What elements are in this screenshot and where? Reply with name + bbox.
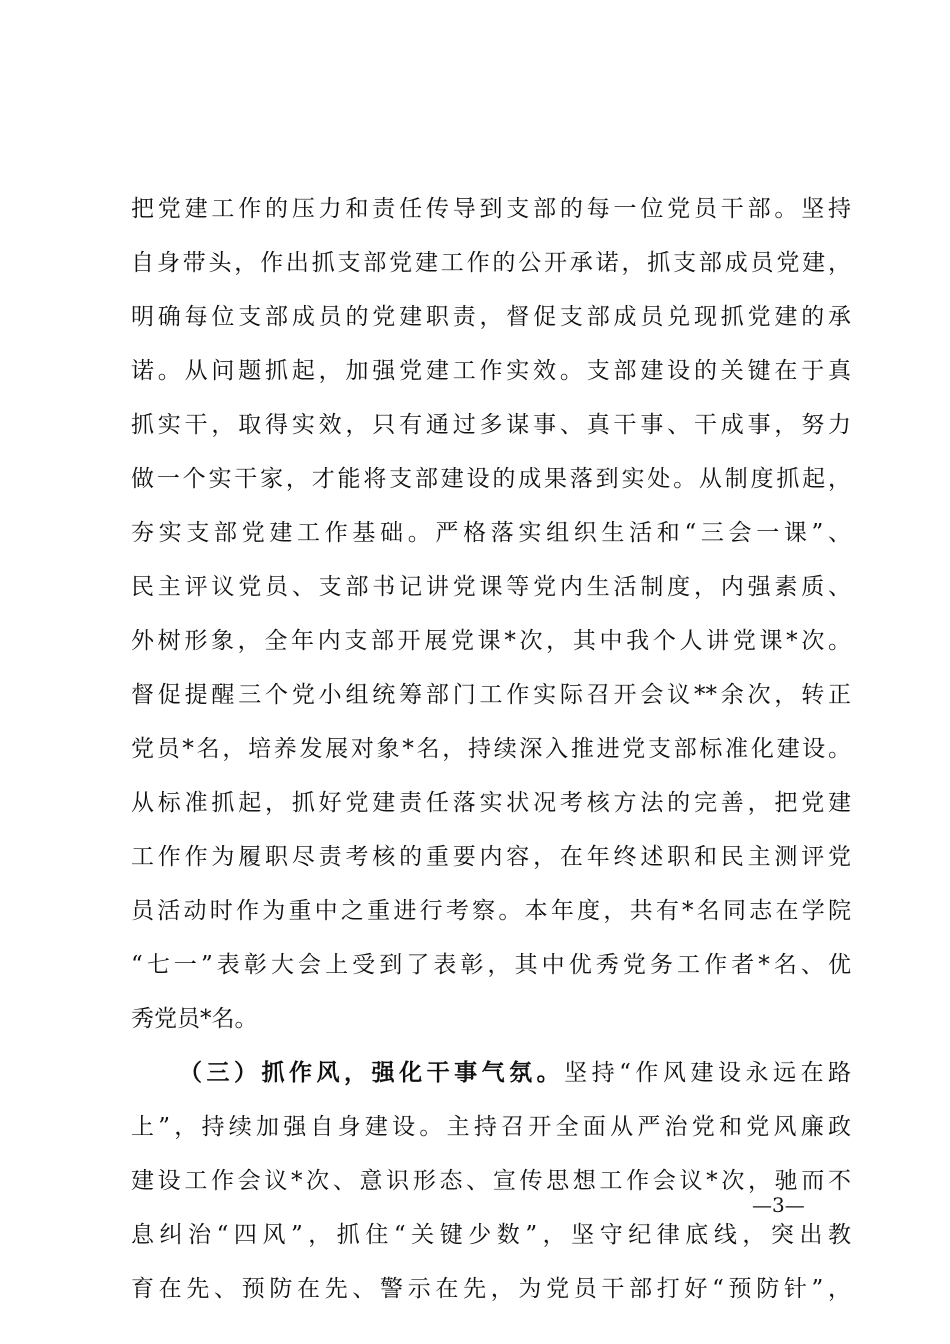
text-line-1: 把党建工作的压力和责任传导到支部的每一位党员干部。坚持 <box>131 196 851 222</box>
text-line-13: 工作作为履职尽责考核的重要内容，在年终述职和民主测评党 <box>131 844 851 870</box>
section-3-line-4: 息纠治“四风”，抓住“关键少数”，坚守纪律底线，突出教 <box>131 1222 851 1248</box>
text-line-14: 员活动时作为重中之重进行考察。本年度，共有*名同志在学院 <box>131 898 851 924</box>
section-3-first-line-text: 坚持“作风建设永远在路 <box>564 1060 851 1086</box>
section-3-heading: （三）抓作风，强化干事气氛。 <box>179 1059 565 1086</box>
text-line-4: 诺。从问题抓起，加强党建工作实效。支部建设的关键在于真 <box>131 358 851 384</box>
text-line-10: 督促提醒三个党小组统筹部门工作实际召开会议**余次，转正 <box>131 682 851 708</box>
text-line-3: 明确每位支部成员的党建职责，督促支部成员兑现抓党建的承 <box>131 304 851 330</box>
section-3-line-2: 上”，持续加强自身建设。主持召开全面从严治党和党风廉政 <box>131 1114 851 1140</box>
text-line-6: 做一个实干家，才能将支部建设的成果落到实处。从制度抓起， <box>131 466 851 492</box>
page-number: —3— <box>752 1193 805 1217</box>
section-3-line-5: 育在先、预防在先、警示在先，为党员干部打好“预防针”， <box>131 1276 851 1302</box>
text-line-7: 夯实支部党建工作基础。严格落实组织生活和“三会一课”、 <box>131 520 851 546</box>
text-line-12: 从标准抓起，抓好党建责任落实状况考核方法的完善，把党建 <box>131 790 851 816</box>
text-line-15: “七一”表彰大会上受到了表彰，其中优秀党务工作者*名、优 <box>131 952 851 978</box>
text-line-9: 外树形象，全年内支部开展党课*次，其中我个人讲党课*次。 <box>131 628 851 654</box>
section-3-line-3: 建设工作会议*次、意识形态、宣传思想工作会议*次，驰而不 <box>131 1168 851 1194</box>
text-line-11: 党员*名，培养发展对象*名，持续深入推进党支部标准化建设。 <box>131 736 851 762</box>
text-line-16: 秀党员*名。 <box>131 1006 258 1032</box>
text-line-2: 自身带头，作出抓支部党建工作的公开承诺，抓支部成员党建， <box>131 250 851 276</box>
text-line-5: 抓实干，取得实效，只有通过多谋事、真干事、干成事，努力 <box>131 412 851 438</box>
text-line-8: 民主评议党员、支部书记讲党课等党内生活制度，内强素质、 <box>131 574 851 600</box>
body-text <box>131 182 851 1316</box>
section-3-first-line <box>131 1046 851 1100</box>
